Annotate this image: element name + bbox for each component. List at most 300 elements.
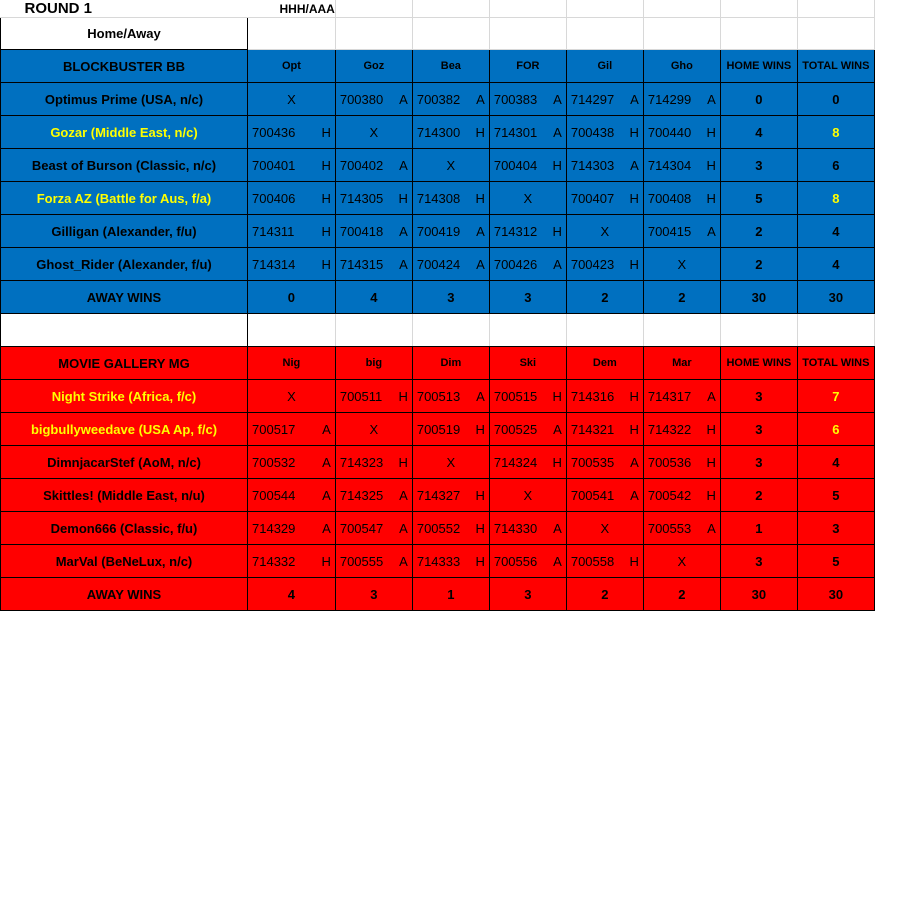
total-wins-value[interactable]: 4 — [797, 446, 874, 479]
home-wins-value[interactable]: 4 — [720, 116, 797, 149]
movie-gallery-away-wins-row — [1, 578, 875, 611]
match-id: 714332 — [252, 553, 296, 569]
empty-cell[interactable] — [720, 18, 797, 50]
column-header[interactable]: Gil — [566, 50, 643, 83]
self-match-cell[interactable] — [643, 545, 720, 578]
match-side: A — [553, 256, 562, 272]
self-match-cell[interactable] — [489, 479, 566, 512]
match-cell[interactable] — [335, 380, 412, 413]
match-cell[interactable] — [566, 380, 643, 413]
self-marker: X — [287, 91, 296, 107]
self-marker: X — [600, 520, 610, 536]
self-match-cell[interactable] — [566, 215, 643, 248]
match-cell[interactable] — [335, 248, 412, 281]
match-side: A — [399, 157, 408, 173]
movie-gallery-title[interactable]: MOVIE GALLERY MG — [1, 347, 248, 380]
match-id: 700408 — [647, 190, 692, 206]
team-name[interactable]: Ghost_Rider (Alexander, f/u) — [1, 248, 248, 281]
match-side: A — [707, 520, 716, 536]
team-name[interactable]: Optimus Prime (USA, n/c) — [1, 83, 248, 116]
match-id: 700513 — [416, 388, 461, 404]
empty-cell[interactable] — [566, 0, 643, 18]
self-match-cell[interactable] — [489, 182, 566, 215]
match-side: H — [398, 190, 408, 206]
match-side: H — [321, 256, 331, 272]
match-cell[interactable] — [643, 380, 720, 413]
match-side: A — [630, 157, 639, 173]
team-name[interactable]: Gozar (Middle East, n/c) — [1, 116, 248, 149]
match-id: 700553 — [647, 520, 692, 536]
empty-cell[interactable] — [335, 18, 412, 50]
match-cell[interactable] — [335, 545, 412, 578]
away-wins-value[interactable]: 2 — [566, 281, 643, 314]
match-side: H — [321, 124, 331, 140]
team-row — [1, 413, 875, 446]
empty-cell[interactable] — [566, 314, 643, 347]
match-id: 700511 — [339, 388, 383, 404]
self-marker: X — [523, 487, 533, 503]
home-wins-value[interactable]: 2 — [720, 215, 797, 248]
match-id: 714325 — [339, 487, 384, 503]
match-side: A — [553, 124, 562, 140]
match-id: 714315 — [339, 256, 384, 272]
empty-cell[interactable] — [643, 314, 720, 347]
match-side: A — [630, 91, 639, 107]
empty-cell[interactable] — [412, 314, 489, 347]
self-marker: X — [369, 124, 379, 140]
match-cell[interactable] — [248, 116, 336, 149]
match-id: 714330 — [493, 520, 538, 536]
match-id: 714316 — [570, 388, 615, 404]
away-wins-value[interactable]: 30 — [797, 281, 874, 314]
match-side: H — [629, 190, 639, 206]
team-name[interactable]: Night Strike (Africa, f/c) — [1, 380, 248, 413]
match-side: H — [552, 223, 562, 239]
column-header[interactable]: big — [335, 347, 412, 380]
match-id: 714308 — [416, 190, 461, 206]
total-wins-value[interactable]: 5 — [797, 479, 874, 512]
match-cell[interactable] — [643, 116, 720, 149]
home-wins-value[interactable]: 2 — [720, 479, 797, 512]
match-id: 714297 — [570, 91, 615, 107]
match-id: 700535 — [570, 454, 615, 470]
match-side: H — [706, 124, 716, 140]
match-id: 714299 — [647, 91, 692, 107]
match-id: 700532 — [252, 454, 296, 470]
match-side: H — [321, 223, 331, 239]
match-cell[interactable] — [643, 479, 720, 512]
match-id: 700558 — [570, 553, 615, 569]
match-cell[interactable] — [412, 116, 489, 149]
match-cell[interactable] — [412, 413, 489, 446]
match-cell[interactable] — [335, 512, 412, 545]
self-match-cell[interactable] — [566, 512, 643, 545]
match-cell[interactable] — [412, 479, 489, 512]
empty-cell[interactable] — [797, 18, 874, 50]
column-header[interactable]: FOR — [489, 50, 566, 83]
away-wins-value[interactable]: 3 — [489, 578, 566, 611]
match-side: H — [321, 553, 331, 569]
match-side: H — [475, 124, 485, 140]
empty-cell[interactable] — [489, 314, 566, 347]
match-id: 714322 — [647, 421, 692, 437]
column-header[interactable]: Bea — [412, 50, 489, 83]
match-side: A — [707, 91, 716, 107]
match-cell[interactable] — [566, 83, 643, 116]
match-id: 714321 — [570, 421, 615, 437]
home-wins-value[interactable]: 2 — [720, 248, 797, 281]
match-side: H — [706, 487, 716, 503]
match-cell[interactable] — [335, 83, 412, 116]
match-cell[interactable] — [566, 182, 643, 215]
match-side: H — [475, 553, 485, 569]
column-header[interactable]: HOME WINS — [720, 50, 797, 83]
self-match-cell[interactable] — [248, 83, 336, 116]
empty-cell[interactable] — [566, 18, 643, 50]
match-cell[interactable] — [566, 248, 643, 281]
away-wins-value[interactable]: 30 — [797, 578, 874, 611]
match-side: H — [629, 553, 639, 569]
empty-cell[interactable] — [248, 18, 336, 50]
self-match-cell[interactable] — [335, 413, 412, 446]
match-cell[interactable] — [643, 182, 720, 215]
match-cell[interactable] — [412, 182, 489, 215]
column-header[interactable]: Goz — [335, 50, 412, 83]
team-row — [1, 149, 875, 182]
match-cell[interactable] — [566, 446, 643, 479]
round-label[interactable]: ROUND 1 — [1, 0, 248, 18]
match-id: 700440 — [647, 124, 692, 140]
team-row — [1, 512, 875, 545]
team-name[interactable]: DimnjacarStef (AoM, n/c) — [1, 446, 248, 479]
match-cell[interactable] — [643, 512, 720, 545]
match-cell[interactable] — [335, 446, 412, 479]
team-name[interactable]: Gilligan (Alexander, f/u) — [1, 215, 248, 248]
match-side: H — [552, 157, 562, 173]
match-id: 700519 — [416, 421, 461, 437]
team-name[interactable]: Beast of Burson (Classic, n/c) — [1, 149, 248, 182]
home-wins-value[interactable]: 3 — [720, 149, 797, 182]
self-match-cell[interactable] — [335, 116, 412, 149]
away-wins-value[interactable]: 3 — [489, 281, 566, 314]
blockbuster-header-row — [1, 50, 875, 83]
match-side: A — [322, 454, 331, 470]
match-id: 700547 — [339, 520, 384, 536]
title-row — [1, 0, 875, 18]
match-side: A — [707, 388, 716, 404]
away-wins-value[interactable]: 3 — [412, 281, 489, 314]
match-id: 700436 — [252, 124, 296, 140]
match-cell[interactable] — [566, 149, 643, 182]
column-header[interactable]: HOME WINS — [720, 347, 797, 380]
match-side: H — [475, 190, 485, 206]
match-cell[interactable] — [489, 512, 566, 545]
match-cell[interactable] — [489, 380, 566, 413]
match-cell[interactable] — [643, 215, 720, 248]
match-id: 714300 — [416, 124, 461, 140]
match-id: 700401 — [252, 157, 296, 173]
home-wins-value[interactable]: 3 — [720, 413, 797, 446]
empty-cell[interactable] — [720, 314, 797, 347]
match-cell[interactable] — [248, 545, 336, 578]
match-id: 700426 — [493, 256, 538, 272]
away-wins-value[interactable]: 2 — [566, 578, 643, 611]
column-header[interactable]: TOTAL WINS — [797, 347, 874, 380]
match-cell[interactable] — [412, 83, 489, 116]
match-cell[interactable] — [335, 479, 412, 512]
total-wins-value[interactable]: 0 — [797, 83, 874, 116]
match-side: A — [399, 91, 408, 107]
self-marker: X — [677, 256, 687, 272]
empty-cell[interactable] — [643, 18, 720, 50]
match-cell[interactable] — [248, 149, 336, 182]
match-id: 700541 — [570, 487, 615, 503]
match-cell[interactable] — [248, 413, 336, 446]
self-match-cell[interactable] — [412, 149, 489, 182]
match-side: A — [476, 223, 485, 239]
team-row — [1, 215, 875, 248]
match-cell[interactable] — [248, 479, 336, 512]
column-header[interactable]: TOTAL WINS — [797, 50, 874, 83]
column-header[interactable]: Ski — [489, 347, 566, 380]
match-id: 714305 — [339, 190, 384, 206]
match-cell[interactable] — [489, 248, 566, 281]
match-id: 700438 — [570, 124, 615, 140]
home-away-row — [1, 18, 875, 50]
home-wins-value[interactable]: 5 — [720, 182, 797, 215]
match-id: 700418 — [339, 223, 384, 239]
column-header[interactable]: Nig — [248, 347, 336, 380]
empty-cell[interactable] — [1, 314, 248, 347]
match-side: A — [553, 421, 562, 437]
self-match-cell[interactable] — [643, 248, 720, 281]
total-wins-value[interactable]: 3 — [797, 512, 874, 545]
self-match-cell[interactable] — [248, 380, 336, 413]
empty-cell[interactable] — [797, 314, 874, 347]
self-match-cell[interactable] — [412, 446, 489, 479]
match-side: A — [630, 454, 639, 470]
self-marker: X — [677, 553, 687, 569]
match-cell[interactable] — [412, 215, 489, 248]
match-id: 714329 — [252, 520, 296, 536]
column-header[interactable]: Mar — [643, 347, 720, 380]
away-wins-value[interactable]: 2 — [643, 578, 720, 611]
team-row — [1, 83, 875, 116]
match-id: 700555 — [339, 553, 384, 569]
match-id: 714323 — [339, 454, 384, 470]
match-cell[interactable] — [643, 83, 720, 116]
match-id: 700406 — [252, 190, 296, 206]
total-wins-value[interactable]: 7 — [797, 380, 874, 413]
match-cell[interactable] — [248, 248, 336, 281]
blockbuster-title[interactable]: BLOCKBUSTER BB — [1, 50, 248, 83]
total-wins-value[interactable]: 5 — [797, 545, 874, 578]
format-code[interactable]: HHH/AAA — [248, 0, 336, 18]
match-id: 714327 — [416, 487, 461, 503]
away-wins-value[interactable]: 0 — [248, 281, 336, 314]
match-cell[interactable] — [248, 512, 336, 545]
empty-cell[interactable] — [335, 0, 412, 18]
match-id: 700402 — [339, 157, 384, 173]
match-cell[interactable] — [643, 446, 720, 479]
blockbuster-away-wins-row — [1, 281, 875, 314]
self-marker: X — [523, 190, 533, 206]
match-side: A — [553, 91, 562, 107]
away-wins-value[interactable]: 3 — [335, 578, 412, 611]
match-side: A — [399, 223, 408, 239]
match-side: A — [476, 388, 485, 404]
empty-cell[interactable] — [412, 18, 489, 50]
match-id: 700415 — [647, 223, 692, 239]
match-cell[interactable] — [489, 116, 566, 149]
team-row — [1, 446, 875, 479]
empty-cell[interactable] — [248, 314, 336, 347]
team-row — [1, 380, 875, 413]
away-wins-value[interactable]: 4 — [248, 578, 336, 611]
spacer-row — [1, 314, 875, 347]
match-id: 700544 — [252, 487, 296, 503]
movie-gallery-header-row — [1, 347, 875, 380]
match-side: A — [399, 520, 408, 536]
team-row — [1, 545, 875, 578]
empty-cell[interactable] — [797, 0, 874, 18]
column-header[interactable]: Dim — [412, 347, 489, 380]
away-wins-value[interactable]: 4 — [335, 281, 412, 314]
match-cell[interactable] — [335, 215, 412, 248]
match-cell[interactable] — [643, 413, 720, 446]
total-wins-value[interactable]: 8 — [797, 182, 874, 215]
team-row — [1, 116, 875, 149]
match-id: 714324 — [493, 454, 538, 470]
match-id: 700419 — [416, 223, 461, 239]
home-away-label[interactable]: Home/Away — [1, 18, 248, 50]
away-wins-value[interactable]: 1 — [412, 578, 489, 611]
total-wins-value[interactable]: 6 — [797, 413, 874, 446]
home-wins-value[interactable]: 3 — [720, 545, 797, 578]
match-cell[interactable] — [248, 215, 336, 248]
home-wins-value[interactable]: 1 — [720, 512, 797, 545]
home-wins-value[interactable]: 0 — [720, 83, 797, 116]
match-cell[interactable] — [643, 149, 720, 182]
total-wins-value[interactable]: 4 — [797, 248, 874, 281]
team-name[interactable]: Demon666 (Classic, f/u) — [1, 512, 248, 545]
home-wins-value[interactable]: 3 — [720, 380, 797, 413]
match-cell[interactable] — [412, 380, 489, 413]
team-name[interactable]: Forza AZ (Battle for Aus, f/a) — [1, 182, 248, 215]
column-header[interactable]: Gho — [643, 50, 720, 83]
self-marker: X — [446, 454, 456, 470]
match-id: 700383 — [493, 91, 538, 107]
match-side: H — [706, 421, 716, 437]
match-id: 700542 — [647, 487, 692, 503]
match-id: 700536 — [647, 454, 692, 470]
match-side: A — [399, 487, 408, 503]
team-name[interactable]: MarVal (BeNeLux, n/c) — [1, 545, 248, 578]
away-wins-label[interactable]: AWAY WINS — [1, 281, 248, 314]
match-side: H — [398, 454, 408, 470]
self-marker: X — [369, 421, 379, 437]
match-id: 714312 — [493, 223, 538, 239]
match-side: H — [475, 421, 485, 437]
match-side: A — [630, 487, 639, 503]
away-wins-label[interactable]: AWAY WINS — [1, 578, 248, 611]
match-side: A — [322, 520, 331, 536]
column-header[interactable]: Opt — [248, 50, 336, 83]
match-side: H — [321, 157, 331, 173]
match-id: 700380 — [339, 91, 384, 107]
total-wins-value[interactable]: 6 — [797, 149, 874, 182]
total-wins-value[interactable]: 8 — [797, 116, 874, 149]
total-wins-value[interactable]: 4 — [797, 215, 874, 248]
match-cell[interactable] — [566, 479, 643, 512]
match-id: 700407 — [570, 190, 615, 206]
match-side: A — [322, 487, 331, 503]
match-side: H — [321, 190, 331, 206]
away-wins-value[interactable]: 30 — [720, 281, 797, 314]
match-id: 714304 — [647, 157, 692, 173]
team-row — [1, 248, 875, 281]
empty-cell[interactable] — [412, 0, 489, 18]
match-side: A — [399, 553, 408, 569]
match-id: 714301 — [493, 124, 538, 140]
match-side: H — [629, 421, 639, 437]
match-cell[interactable] — [248, 182, 336, 215]
match-id: 700515 — [493, 388, 538, 404]
match-side: H — [475, 520, 485, 536]
match-cell[interactable] — [412, 512, 489, 545]
match-id: 700556 — [493, 553, 538, 569]
match-side: H — [706, 454, 716, 470]
match-id: 700404 — [493, 157, 538, 173]
empty-cell[interactable] — [489, 0, 566, 18]
match-id: 700517 — [252, 421, 296, 437]
away-wins-value[interactable]: 2 — [643, 281, 720, 314]
empty-cell[interactable] — [489, 18, 566, 50]
match-cell[interactable] — [489, 83, 566, 116]
match-cell[interactable] — [489, 545, 566, 578]
match-cell[interactable] — [566, 116, 643, 149]
match-cell[interactable] — [489, 149, 566, 182]
self-marker: X — [446, 157, 456, 173]
team-name[interactable]: Skittles! (Middle East, n/u) — [1, 479, 248, 512]
match-side: H — [552, 454, 562, 470]
match-cell[interactable] — [566, 545, 643, 578]
match-id: 700423 — [570, 256, 615, 272]
team-name[interactable]: bigbullyweedave (USA Ap, f/c) — [1, 413, 248, 446]
away-wins-value[interactable]: 30 — [720, 578, 797, 611]
match-cell[interactable] — [489, 446, 566, 479]
empty-cell[interactable] — [643, 0, 720, 18]
match-cell[interactable] — [489, 413, 566, 446]
empty-cell[interactable] — [720, 0, 797, 18]
match-id: 714314 — [252, 256, 296, 272]
match-id: 700382 — [416, 91, 461, 107]
empty-cell[interactable] — [335, 314, 412, 347]
match-cell[interactable] — [412, 545, 489, 578]
match-side: H — [398, 388, 408, 404]
match-cell[interactable] — [335, 149, 412, 182]
match-id: 714317 — [647, 388, 692, 404]
match-cell[interactable] — [248, 446, 336, 479]
home-wins-value[interactable]: 3 — [720, 446, 797, 479]
column-header[interactable]: Dem — [566, 347, 643, 380]
match-cell[interactable] — [335, 182, 412, 215]
match-side: H — [629, 388, 639, 404]
match-cell[interactable] — [412, 248, 489, 281]
match-side: A — [322, 421, 331, 437]
match-cell[interactable] — [489, 215, 566, 248]
match-cell[interactable] — [566, 413, 643, 446]
